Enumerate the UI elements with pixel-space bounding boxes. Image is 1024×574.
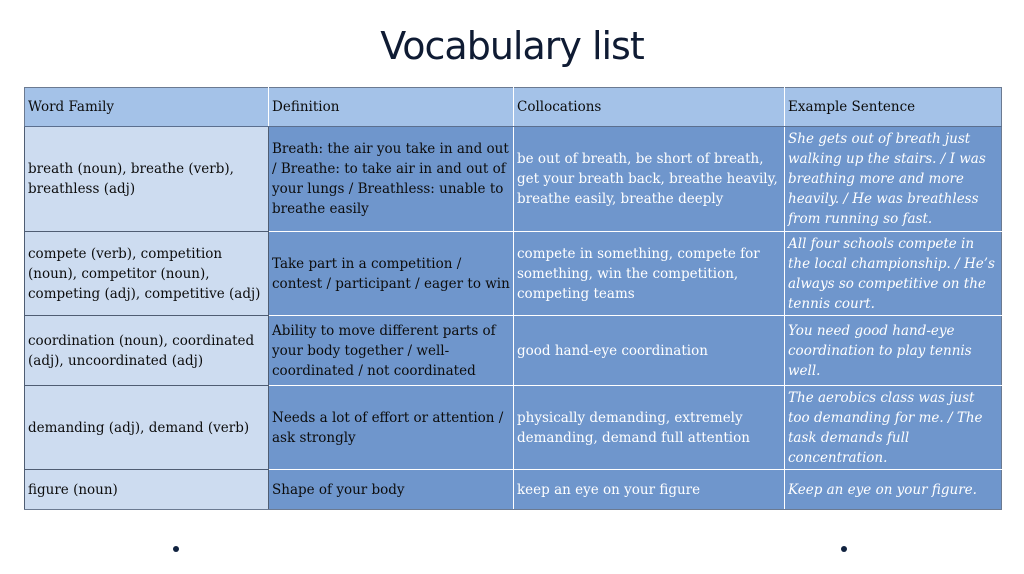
table-row: [25, 232, 1002, 316]
word-family-cell: coordination (noun), coordinated (adj), uncoordinated (adj): [25, 316, 269, 386]
header-example-sentence: Example Sentence: [785, 88, 1002, 127]
header-collocations: Collocations: [514, 88, 785, 127]
collocations-cell: be out of breath, be short of breath, get your breath back, breathe heavily, breathe easily, breathe deeply: [514, 127, 785, 232]
collocations-cell: compete in something, compete for something, win the competition, competing teams: [514, 232, 785, 316]
bullet-dot-right: [841, 546, 847, 552]
slide-title: Vocabulary list: [380, 24, 644, 68]
bullet-dot-left: [173, 546, 179, 552]
word-family-cell: figure (noun): [25, 470, 269, 510]
word-family-cell: demanding (adj), demand (verb): [25, 386, 269, 470]
table-header-row: [25, 88, 1002, 127]
table-row: [25, 386, 1002, 470]
vocabulary-table: [24, 87, 1002, 510]
definition-cell: Breath: the air you take in and out / Breathe: to take air in and out of your lungs / Breathless: unable to breathe easily: [269, 127, 514, 232]
collocations-cell: physically demanding, extremely demanding, demand full attention: [514, 386, 785, 470]
definition-cell: Ability to move different parts of your body together / well-coordinated / not coordinated: [269, 316, 514, 386]
example-sentence-cell: You need good hand-eye coordination to play tennis well.: [785, 316, 1002, 386]
collocations-cell: keep an eye on your figure: [514, 470, 785, 510]
header-word-family: Word Family: [25, 88, 269, 127]
definition-cell: Needs a lot of effort or attention / ask strongly: [269, 386, 514, 470]
definition-cell: Shape of your body: [269, 470, 514, 510]
example-sentence-cell: Keep an eye on your figure.: [785, 470, 1002, 510]
definition-cell: Take part in a competition / contest / participant / eager to win: [269, 232, 514, 316]
table-row: [25, 127, 1002, 232]
word-family-cell: breath (noun), breathe (verb), breathless (adj): [25, 127, 269, 232]
example-sentence-cell: All four schools compete in the local championship. / He’s always so competitive on the tennis court.: [785, 232, 1002, 316]
table-row: [25, 316, 1002, 386]
example-sentence-cell: The aerobics class was just too demanding for me. / The task demands full concentration.: [785, 386, 1002, 470]
collocations-cell: good hand-eye coordination: [514, 316, 785, 386]
table-row: [25, 470, 1002, 510]
header-definition: Definition: [269, 88, 514, 127]
word-family-cell: compete (verb), competition (noun), competitor (noun), competing (adj), competitive (adj): [25, 232, 269, 316]
example-sentence-cell: She gets out of breath just walking up the stairs. / I was breathing more and more heavily. / He was breathless from running so fast.: [785, 127, 1002, 232]
